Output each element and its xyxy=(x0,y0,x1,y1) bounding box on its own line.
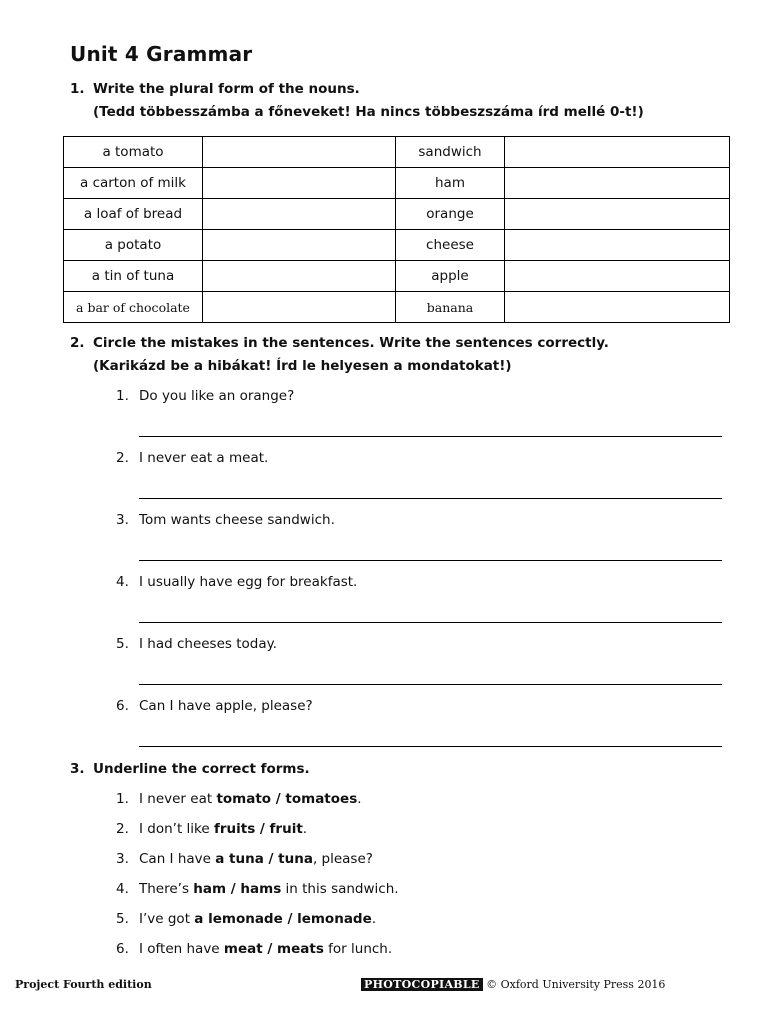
sentence-text: Tom wants cheese sandwich. xyxy=(139,512,335,528)
answer-line[interactable] xyxy=(139,622,722,623)
item-number: 1. xyxy=(116,791,129,807)
noun-cell: a loaf of bread xyxy=(64,199,203,230)
answer-line[interactable] xyxy=(139,560,722,561)
answer-line[interactable] xyxy=(139,498,722,499)
sentence-start: I never eat xyxy=(139,791,217,807)
task2-number: 2. xyxy=(70,335,85,351)
task1-instruction: Write the plural form of the nouns. xyxy=(93,81,360,97)
item-number: 6. xyxy=(116,941,129,957)
table-row xyxy=(64,137,730,168)
item-number: 5. xyxy=(116,636,129,652)
list-item xyxy=(116,512,335,528)
noun-cell: a tomato xyxy=(64,137,203,168)
sentence-end: , please? xyxy=(312,851,373,867)
item-number: 1. xyxy=(116,388,129,404)
sentence-end: . xyxy=(371,911,377,927)
choice-options[interactable]: ham / hams xyxy=(193,881,282,897)
answer-cell[interactable] xyxy=(505,199,730,230)
choice-options[interactable]: a tuna / tuna xyxy=(215,851,313,867)
sentence-text: I usually have egg for breakfast. xyxy=(139,574,358,590)
sentence-text: Do you like an orange? xyxy=(139,388,295,404)
task1-heading xyxy=(70,78,644,124)
list-item xyxy=(116,881,399,897)
list-item xyxy=(116,698,313,714)
table-row xyxy=(64,292,730,323)
task3-heading xyxy=(70,758,310,781)
noun-cell: orange xyxy=(396,199,505,230)
sentence-end: . xyxy=(357,791,362,807)
list-item xyxy=(116,941,392,957)
sentence-start: There’s xyxy=(139,881,194,897)
photocopiable-badge: PHOTOCOPIABLE xyxy=(361,978,483,991)
item-number: 2. xyxy=(116,450,129,466)
task2-instruction-hu: (Karikázd be a hibákat! Írd le helyesen a mondatokat!) xyxy=(93,358,512,374)
answer-cell[interactable] xyxy=(203,230,396,261)
sentence-end: in this sandwich. xyxy=(281,881,399,897)
sentence-start: I don’t like xyxy=(139,821,214,837)
item-number: 6. xyxy=(116,698,129,714)
sentence-end: . xyxy=(302,821,308,837)
answer-cell[interactable] xyxy=(203,199,396,230)
choice-options[interactable]: a lemonade / lemonade xyxy=(194,911,372,927)
sentence-start: Can I have xyxy=(139,851,216,867)
list-item xyxy=(116,450,268,466)
choice-options[interactable]: fruits / fruit xyxy=(213,821,303,837)
task2-instruction: Circle the mistakes in the sentences. Write the sentences correctly. xyxy=(93,335,609,351)
task2-heading xyxy=(70,332,609,378)
footer-copyright-block xyxy=(361,978,665,991)
sentence-text: I never eat a meat. xyxy=(139,450,269,466)
answer-cell[interactable] xyxy=(505,261,730,292)
choice-options[interactable]: tomato / tomatoes xyxy=(216,791,358,807)
noun-cell: banana xyxy=(396,292,505,323)
answer-cell[interactable] xyxy=(203,168,396,199)
copyright-text: © Oxford University Press 2016 xyxy=(486,978,666,991)
item-number: 5. xyxy=(116,911,129,927)
answer-cell[interactable] xyxy=(203,261,396,292)
list-item xyxy=(116,791,362,807)
item-number: 3. xyxy=(116,512,129,528)
noun-cell: a potato xyxy=(64,230,203,261)
list-item xyxy=(116,821,307,837)
answer-line[interactable] xyxy=(139,684,722,685)
answer-cell[interactable] xyxy=(505,137,730,168)
page-title: Unit 4 Grammar xyxy=(70,42,253,66)
task1-instruction-hu: (Tedd többesszámba a főneveket! Ha nincs többeszszáma írd mellé 0-t!) xyxy=(93,104,644,120)
answer-cell[interactable] xyxy=(505,168,730,199)
sentence-text: Can I have apple, please? xyxy=(139,698,313,714)
list-item xyxy=(116,574,357,590)
answer-line[interactable] xyxy=(139,436,722,437)
table-row xyxy=(64,230,730,261)
task3-instruction: Underline the correct forms. xyxy=(93,761,310,777)
list-item xyxy=(116,851,373,867)
table-row xyxy=(64,261,730,292)
answer-cell[interactable] xyxy=(203,292,396,323)
task3-number: 3. xyxy=(70,761,85,777)
task1-number: 1. xyxy=(70,81,85,97)
answer-cell[interactable] xyxy=(505,292,730,323)
sentence-text: I had cheeses today. xyxy=(139,636,277,652)
answer-line[interactable] xyxy=(139,746,722,747)
noun-cell: ham xyxy=(396,168,505,199)
table-row xyxy=(64,199,730,230)
answer-cell[interactable] xyxy=(203,137,396,168)
item-number: 2. xyxy=(116,821,129,837)
noun-cell: apple xyxy=(396,261,505,292)
answer-cell[interactable] xyxy=(505,230,730,261)
noun-cell: sandwich xyxy=(396,137,505,168)
choice-options[interactable]: meat / meats xyxy=(223,941,324,957)
table-row xyxy=(64,168,730,199)
noun-cell: cheese xyxy=(396,230,505,261)
sentence-end: for lunch. xyxy=(323,941,393,957)
list-item xyxy=(116,911,376,927)
list-item xyxy=(116,636,277,652)
item-number: 3. xyxy=(116,851,129,867)
list-item xyxy=(116,388,294,404)
sentence-start: I often have xyxy=(139,941,224,957)
noun-cell: a carton of milk xyxy=(64,168,203,199)
sentence-start: I’ve got xyxy=(139,911,195,927)
item-number: 4. xyxy=(116,574,129,590)
plural-nouns-table xyxy=(63,136,730,323)
noun-cell: a bar of chocolate xyxy=(64,292,203,323)
footer-edition: Project Fourth edition xyxy=(15,978,152,991)
noun-cell: a tin of tuna xyxy=(64,261,203,292)
item-number: 4. xyxy=(116,881,129,897)
